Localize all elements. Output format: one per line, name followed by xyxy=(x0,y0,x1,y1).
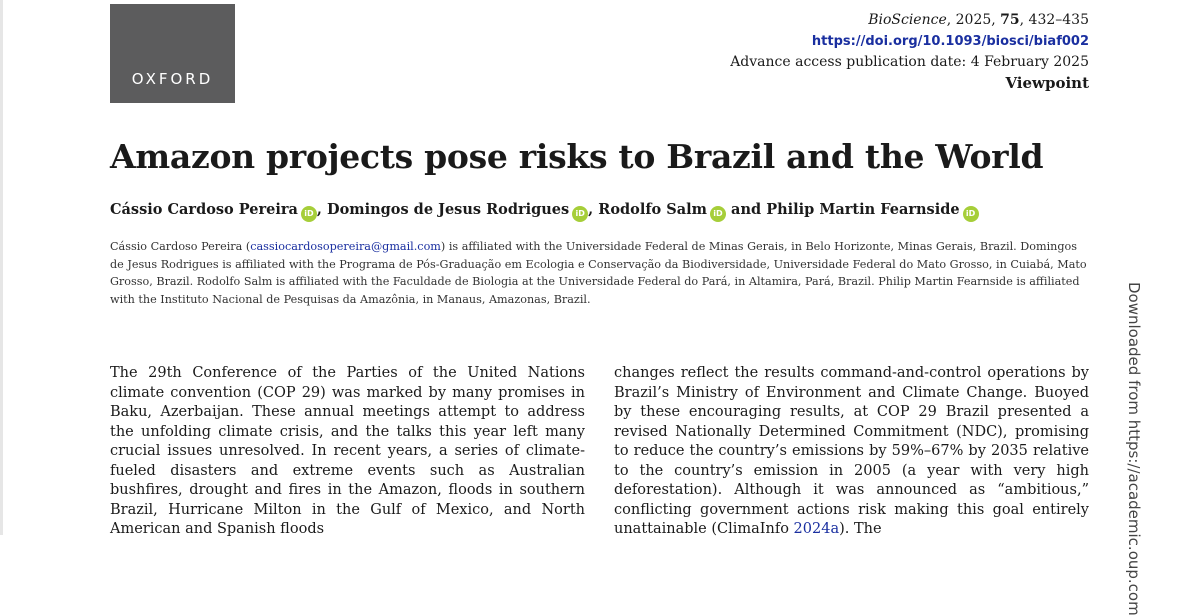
doi-link[interactable]: https://doi.org/10.1093/biosci/biaf002 xyxy=(811,34,1089,49)
orcid-icon[interactable]: iD xyxy=(572,206,588,222)
author-separator: , xyxy=(316,201,328,218)
body-column-left: The 29th Conference of the Parties of the United Nations climate convention (COP 29) was marked by many promises in Baku, Azerbaijan. These annual meetings attempt to address the unfolding climate crisis, and the talks this year left many crucial issues unresolved. In recent years, a series of climate-fueled disasters and extreme events such as Australian bushfires, drought and fires in the Amazon, floods in southern Brazil, Hurricane Milton in the Gulf of Mexico, and North American and Spanish floods xyxy=(110,365,585,537)
page-edge xyxy=(0,0,3,535)
author-name: Rodolfo Salm xyxy=(598,201,707,218)
affiliation-text: Cássio Cardoso Pereira ( xyxy=(110,240,251,253)
affiliation-text: ) is affiliated with the Universidade Federal de Minas Gerais, in Belo Horizonte, Minas Gerais, Brazil. Domingos de Jesus Rodrigues is affiliated with the Programa de Pós-Graduação em Ecologia e Conservação da Biodiversidade, Universidade Federal do Mato Grosso, in Cuiabá, Mato Grosso, Brazil. Rodolfo Salm is affiliated with the Faculdade de Biologia at the Universidade Federal do Pará, in Altamira, Pará, Brazil. Philip Martin Fearnside is affiliated with the Instituto Nacional de Pesquisas da Amazônia, in Manaus, Amazonas, Brazil. xyxy=(110,240,1087,306)
article-type: Viewpoint xyxy=(1005,74,1089,92)
email-link[interactable]: cassiocardosopereira@gmail.com xyxy=(250,240,441,253)
journal-name: BioScience xyxy=(868,12,947,28)
logo-text: OXFORD xyxy=(131,70,214,88)
author-name: Philip Martin Fearnside xyxy=(766,201,960,218)
body-text: ). The xyxy=(839,521,882,537)
orcid-icon[interactable]: iD xyxy=(710,206,726,222)
orcid-icon[interactable]: iD xyxy=(963,206,979,222)
author-name: Cássio Cardoso Pereira xyxy=(110,201,298,218)
author-name: Domingos de Jesus Rodrigues xyxy=(327,201,570,218)
article-metadata xyxy=(730,10,1089,94)
author-separator: , xyxy=(588,201,599,218)
advance-access-date: Advance access publication date: 4 February 2025 xyxy=(730,54,1089,70)
citation-link[interactable]: 2024a xyxy=(793,521,840,537)
author-separator: and xyxy=(726,201,767,218)
orcid-icon[interactable]: iD xyxy=(301,206,317,222)
author-list xyxy=(110,201,979,222)
affiliations xyxy=(110,238,1090,308)
download-watermark: Downloaded from https://academic.oup.com xyxy=(1125,282,1143,616)
body-text: changes reflect the results command-and-control operations by Brazil’s Ministry of Environment and Climate Change. Buoyed by these encouraging results, at COP 29 Brazil presented a revised Nationally Determined Commitment (NDC), promising to reduce the country’s emissions by 59%–67% by 2035 relative to the country’s emission in 2005 (a year with very high deforestation). Although it was announced as “ambitious,” conflicting government actions risk making this goal entirely unattainable (ClimaInfo xyxy=(614,365,1089,537)
page-range: , 432–435 xyxy=(1019,12,1089,28)
oxford-logo[interactable] xyxy=(110,4,235,103)
volume-number: 75 xyxy=(1000,12,1020,28)
body-column-right xyxy=(614,364,1089,540)
article-title: Amazon projects pose risks to Brazil and the World xyxy=(110,137,1044,176)
citation-year: , 2025, xyxy=(946,12,1001,28)
citation-line xyxy=(730,10,1089,31)
